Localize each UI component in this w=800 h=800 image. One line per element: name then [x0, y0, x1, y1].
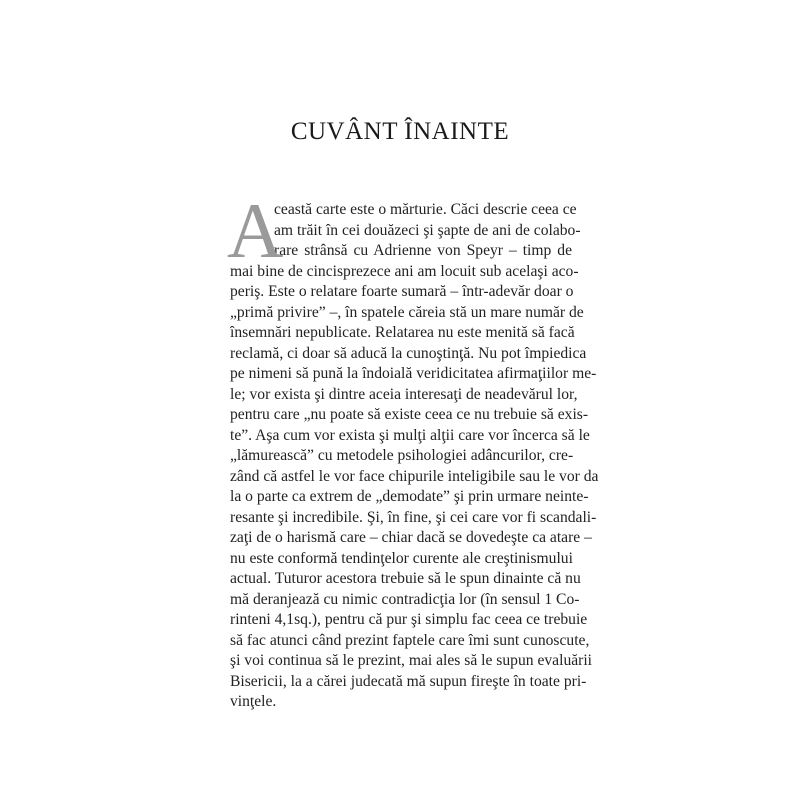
drop-cap: A [227, 187, 284, 274]
text-line: însemnări nepublicate. Relatarea nu este menită să facă [230, 324, 575, 341]
text-line: periş. Este o relatare foarte sumară – într-adevăr doar o [230, 283, 574, 300]
text-line: te”. Aşa cum vor exista şi mulţi alţii care vor încerca să le [230, 426, 590, 444]
body-text [227, 187, 599, 713]
text-line: să fac atunci când prezint faptele care îmi sunt cunoscute, [230, 631, 590, 649]
text-line: zând că astfel le vor face chipurile inteligibile sau le vor da [230, 467, 599, 485]
text-line: ceastă carte este o mărturie. Căci descrie ceea ce [274, 201, 577, 218]
page-title: CUVÂNT ÎNAINTE [290, 118, 510, 145]
text-line: nu este conformă tendinţelor curente ale creştinismului [230, 549, 573, 567]
text-line: rinteni 4,1sq.), pentru că pur şi simplu fac ceea ce trebuie [230, 611, 588, 628]
text-line: resante şi incredibile. Şi, în fine, şi cei care vor fi scandali- [230, 508, 597, 526]
text-line: mă deranjează cu nimic contradicţia lor (în sensul 1 Co- [230, 590, 580, 608]
text-line: zaţi de o harismă care – chiar dacă se dovedeşte ca atare – [230, 529, 592, 546]
text-line: pentru care „nu poate să existe ceea ce nu trebuie să exis- [230, 406, 589, 423]
text-line: „lămurească” cu metodele psihologiei adâncurilor, cre- [230, 447, 574, 464]
text-line: mai bine de cincisprezece ani am locuit sub acelaşi aco- [230, 262, 579, 280]
text-line: pe nimeni să pună la îndoială veridicitatea afirmaţiilor me- [230, 365, 597, 382]
text-line: vinţele. [230, 693, 277, 710]
text-line: actual. Tuturor acestora trebuie să le spun dinainte că nu [230, 570, 581, 587]
text-line: reclamă, ci doar să aducă la cunoştinţă. Nu pot împiedica [230, 344, 587, 362]
text-line: şi voi continua să le prezint, mai ales să le supun evaluării [230, 652, 593, 669]
text-line: rare strânsă cu Adrienne von Speyr – timp de [274, 242, 572, 259]
text-line: Bisericii, la a cărei judecată mă supun fireşte în toate pri- [230, 672, 587, 690]
text-line: la o parte ca extrem de „demodate” şi prin urmare neinte- [230, 488, 589, 505]
text-line: am trăit în cei douăzeci şi şapte de ani de colabo- [274, 221, 581, 239]
paragraph [230, 200, 599, 713]
text-line: „primă privire” –, în spatele căreia stă un mare număr de [230, 303, 584, 321]
text-line: le; vor exista şi dintre aceia interesaţi de neadevărul lor, [230, 385, 578, 403]
